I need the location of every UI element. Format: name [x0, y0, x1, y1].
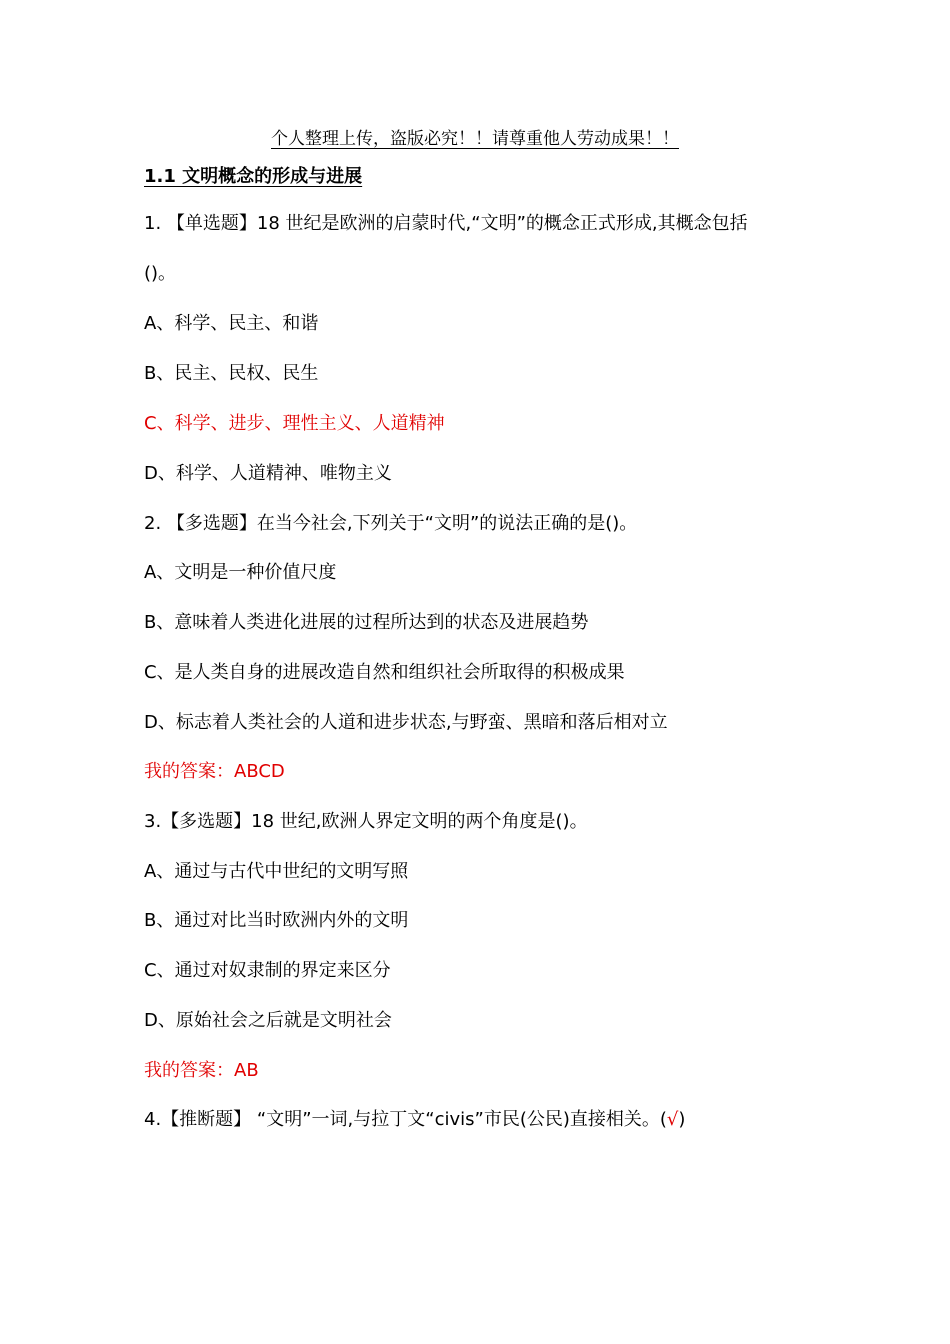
question-3-text: 3.【多选题】18 世纪,欧洲人界定文明的两个角度是()。	[144, 811, 588, 832]
question-1-text-cont: ()。	[144, 263, 177, 284]
question-1-option-c-correct: C、科学、进步、理性主义、人道精神	[144, 413, 445, 434]
question-4-line	[144, 1108, 824, 1132]
question-1-text: 1. 【单选题】18 世纪是欧洲的启蒙时代,“文明”的概念正式形成,其概念包括	[144, 213, 748, 234]
question-3-option-d: D、原始社会之后就是文明社会	[144, 1010, 392, 1031]
question-2-option-c: C、是人类自身的进展改造自然和组织社会所取得的积极成果	[144, 662, 625, 683]
question-4-check-mark: √	[666, 1109, 679, 1130]
question-3-option-a: A、通过与古代中世纪的文明写照	[144, 861, 409, 882]
question-4-close-paren: )	[678, 1109, 686, 1130]
question-3-option-b: B、通过对比当时欧洲内外的文明	[144, 910, 409, 931]
header-text: 个人整理上传，盗版必究！！请尊重他人劳动成果！！	[271, 129, 679, 149]
question-1-option-b: B、民主、民权、民生	[144, 363, 319, 384]
question-4-text: 4.【推断题】 “文明”一词,与拉丁文“civis”市民(公民)直接相关。(	[144, 1109, 667, 1130]
section-title: 1.1 文明概念的形成与进展	[144, 166, 363, 187]
question-2-option-b: B、意味着人类进化进展的过程所达到的状态及进展趋势	[144, 612, 589, 633]
question-2-option-d: D、标志着人类社会的人道和进步状态,与野蛮、黑暗和落后相对立	[144, 712, 668, 733]
question-2-answer: 我的答案：ABCD	[144, 761, 285, 782]
page-header	[0, 124, 950, 149]
question-2-text: 2. 【多选题】在当今社会,下列关于“文明”的说法正确的是()。	[144, 513, 638, 534]
question-3-option-c: C、通过对奴隶制的界定来区分	[144, 960, 391, 981]
question-1-option-a: A、科学、民主、和谐	[144, 313, 319, 334]
question-2-option-a: A、文明是一种价值尺度	[144, 562, 337, 583]
question-3-answer: 我的答案：AB	[144, 1060, 259, 1081]
question-1-option-d: D、科学、人道精神、唯物主义	[144, 463, 392, 484]
